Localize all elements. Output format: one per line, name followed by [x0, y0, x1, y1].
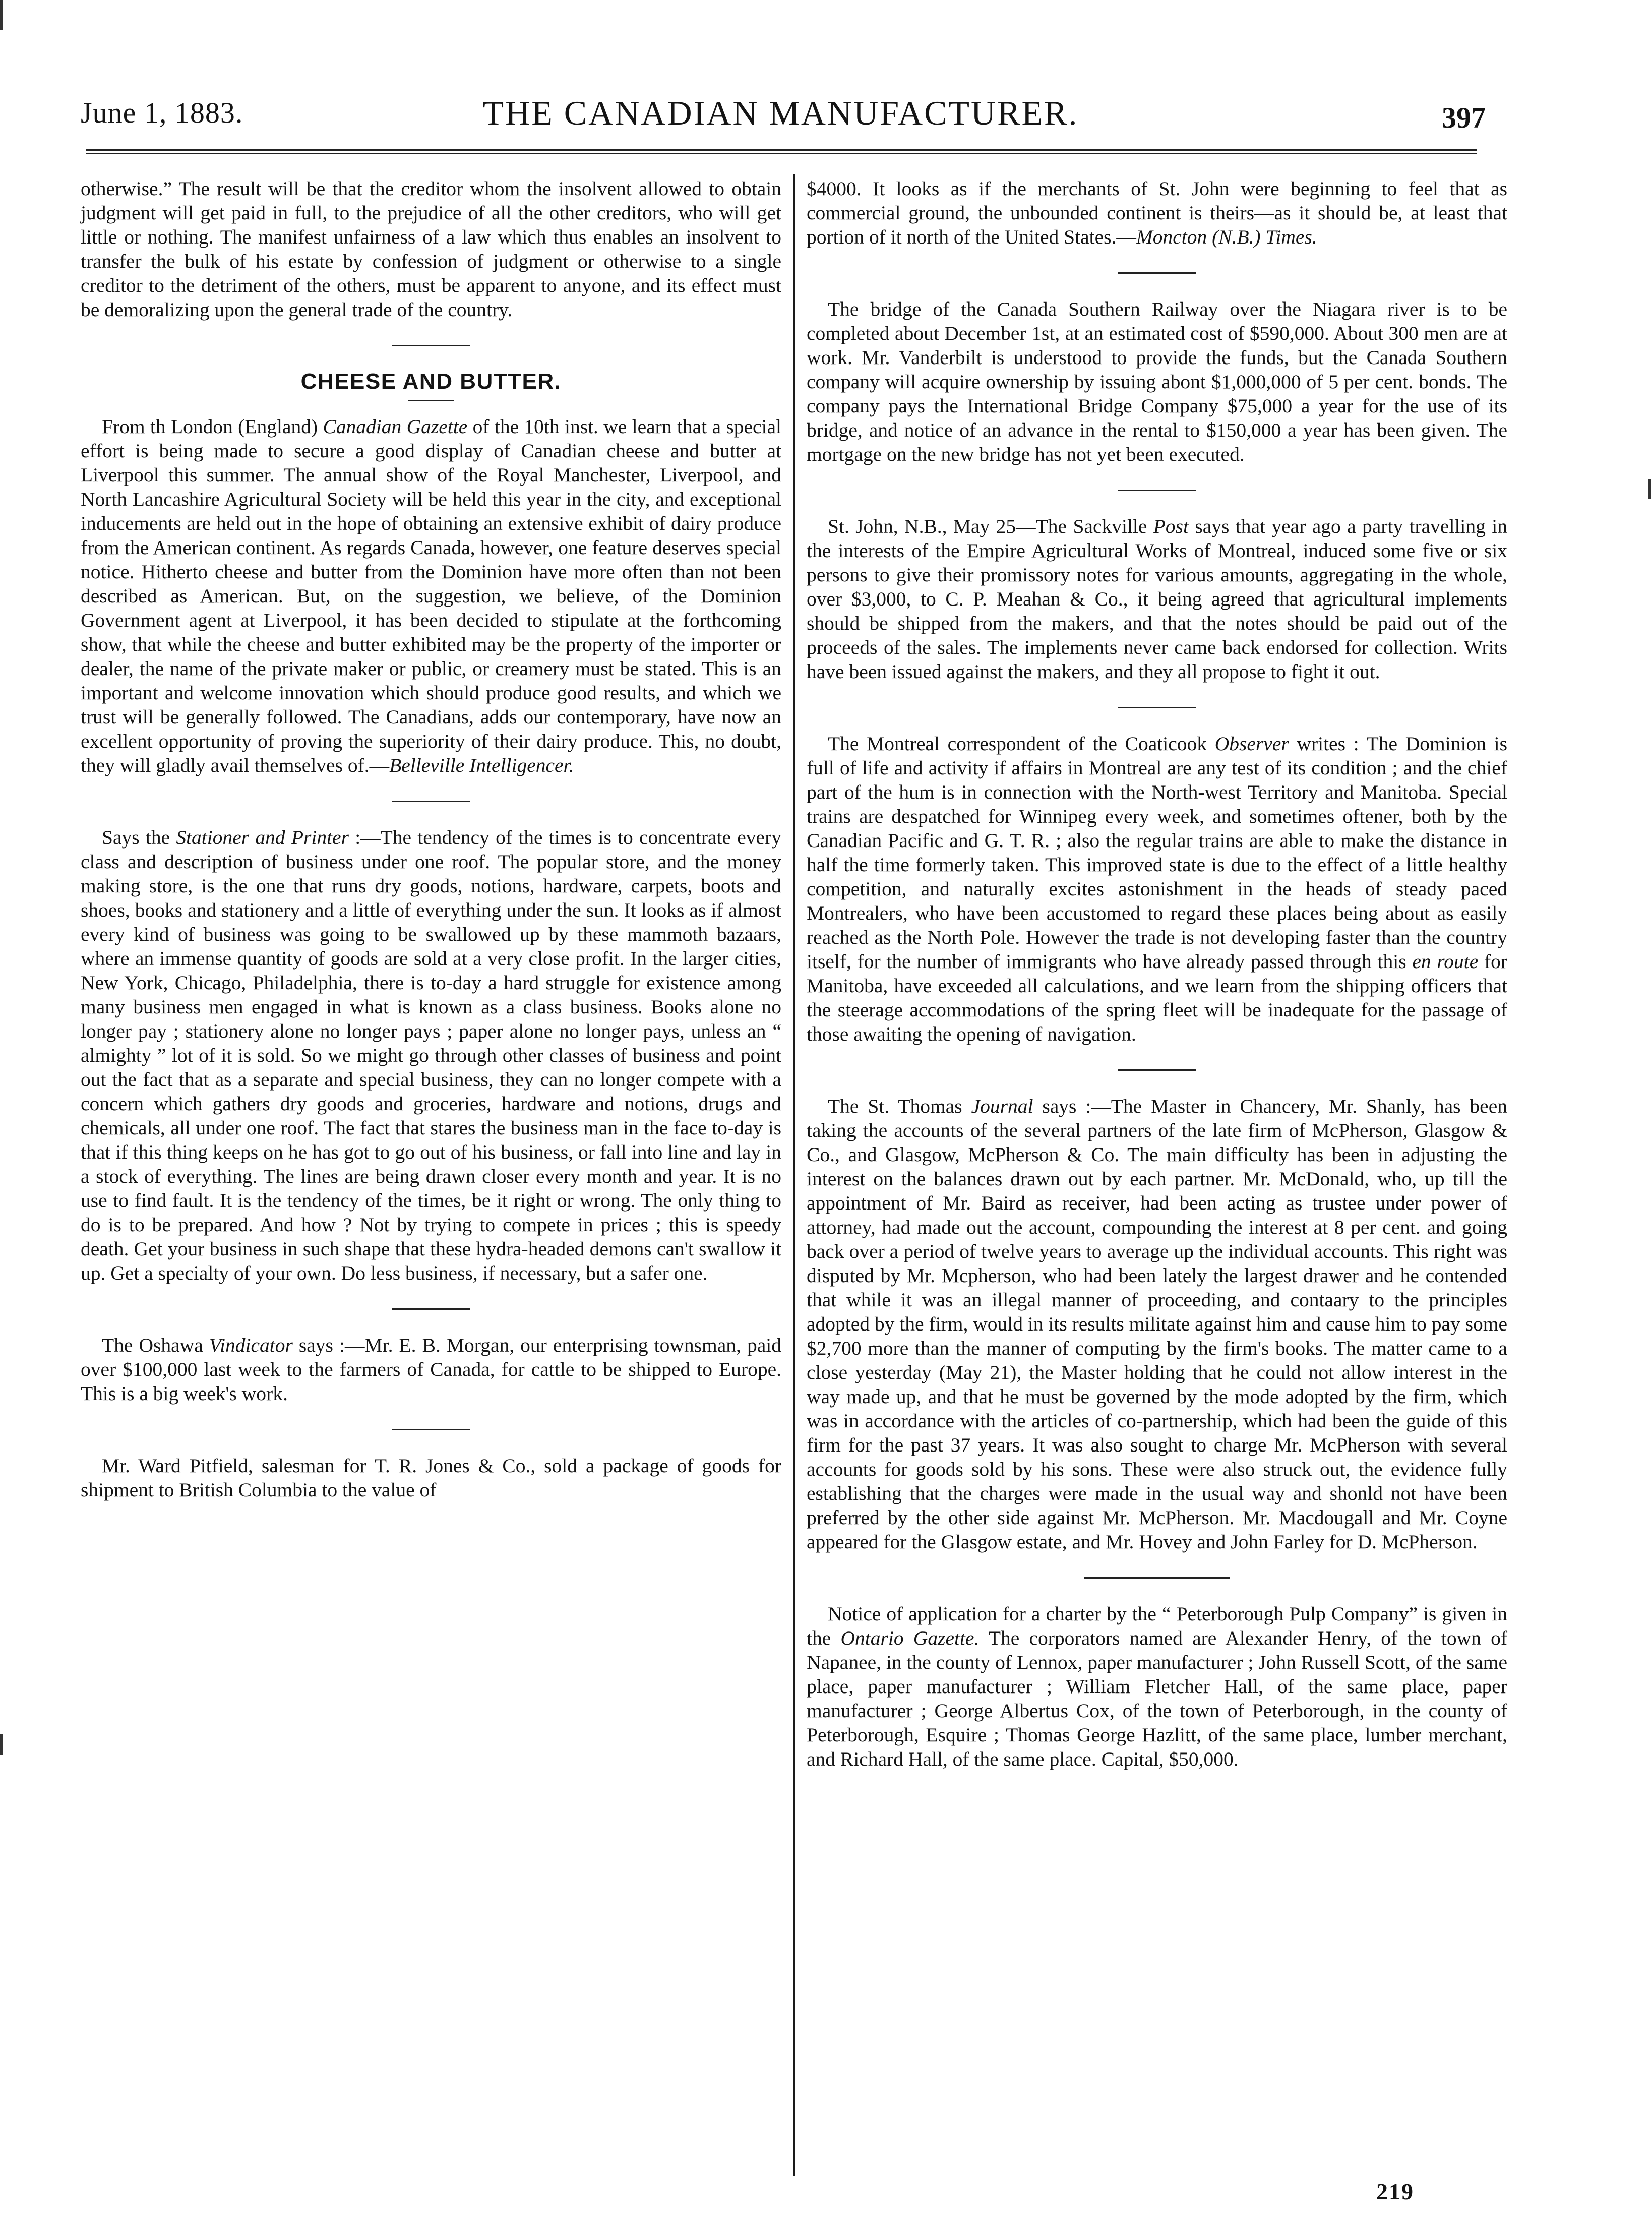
- scan-edge-mark: [1648, 479, 1651, 499]
- separator-rule: [392, 1308, 470, 1310]
- article-moncton-times: $4000. It looks as if the merchants of St. John were beginning to feel that as commercial ground, the unbounded continent is theirs—as it should be, at least that portion of it north of the United States.—Moncton (N.B.) Times.: [807, 177, 1507, 248]
- article-cheese-butter: From th London (England) Canadian Gazette of the 10th inst. we learn that a special effort is being made to secure a good display of Canadian cheese and butter at Liverpool this summer. The annual show of the Royal Manchester, Liverpool, and North Lancashire Agricultural Society will be held this year in the city, and exceptional inducements are held out in the hope of obtaining an extensive exhibit of dairy produce from the American continent. As regards Canada, however, one feature deserves special notice. Hitherto cheese and butter from the Dominion have more often than not been described as American. But, on the suggestion, we believe, of the Dominion Government agent at Liverpool, it has been decided to stipulate at the forthcoming show, that while the cheese and butter exhibited may be the property of the importer or dealer, the name of the private maker or public, or creamery must be stated. This is an important and welcome innovation which should produce good results, and which we trust will be generally followed. The Canadians, adds our contemporary, have now an excellent opportunity of proving the superiority of their dairy produce. This, no doubt, they will gladly avail themselves of.—Belleville Intelligencer.: [81, 415, 781, 776]
- page-number: 397: [1442, 101, 1486, 134]
- article-stationer-printer: Says the Stationer and Printer :—The tendency of the times is to concentrate every class and description of business under one roof. The popular store, and the money making store, is the one that runs dry goods, notions, hardware, carpets, boots and shoes, books and stationery and a little of everything under the sun. It looks as if almost every kind of business was going to be swallowed up by these mammoth bazaars, where an immense quantity of goods are sold at a very close profit. In the larger cities, New York, Chicago, Philadelphia, there is to-day a hard struggle for existence among many business men engaged in what is known as a class business. Books alone no longer pay ; stationery alone no longer pays ; paper alone no longer pays, unless an “ almighty ” lot of it is sold. So we might go through other classes of business and point out the fact that as a separate and special business, they can no longer compete with a concern which gathers dry goods and groceries, hardware and notions, drugs and chemicals, all under one roof. The fact that stares the business man in the face to-day is that if this thing keeps on he has got to go out of his business, or fall into line and lay in a stock of everything. The lines are being drawn closer every month and year. It is no use to find fault. It is the tendency of the times, be it right or wrong. The only thing to do is to be prepared. And how ? Not by trying to compete in prices ; this is speedy death. Get your business in such shape that these hydra-headed demons can't swallow it up. Get a specialty of your own. Do less business, if necessary, but a safer one.: [81, 826, 781, 1284]
- article-oshawa-vindicator: The Oshawa Vindicator says :—Mr. E. B. Morgan, our enterprising townsman, paid over $100,000 last week to the farmers of Canada, for cattle to be shipped to Europe. This is a big week's work.: [81, 1334, 781, 1405]
- article-peterborough-pulp: Notice of application for a charter by the “ Peterborough Pulp Company” is given in the Ontario Gazette. The corporators named are Alexander Henry, of the town of Napanee, in the county of Lennox, paper manufacturer ; John Russell Scott, of the same place, paper manufacturer ; William Fletcher Hall, of the same place, paper manufacturer ; George Albertus Cox, of the town of Peterborough, in the county of Peterborough, Esquire ; Thomas George Hazlitt, of the same place, lumber merchant, and Richard Hall, of the same place. Capital, $50,000.: [807, 1603, 1507, 1770]
- section-heading-cheese-butter: CHEESE AND BUTTER.: [300, 369, 562, 394]
- separator-rule: [1118, 490, 1196, 491]
- issue-date: June 1, 1883.: [81, 96, 243, 129]
- scan-edge-mark: [0, 0, 3, 30]
- scan-edge-mark: [0, 1734, 3, 1755]
- article-canada-southern-bridge: The bridge of the Canada Southern Railway over the Niagara river is to be completed about December 1st, at an estimated cost of $590,000. About 300 men are at work. Mr. Vanderbilt is understood to provide the funds, but the Canada Southern company will acquire ownership by issuing abont $1,000,000 of 5 per cent. bonds. The company pays the International Bridge Company $75,000 a year for the use of its bridge, and notice of an advance in the rental to $150,000 a year has been given. The mortgage on the new bridge has not yet been executed.: [807, 298, 1507, 465]
- separator-rule: [1118, 272, 1196, 274]
- separator-rule: [392, 801, 470, 802]
- header-rule: [86, 149, 1477, 154]
- separator-rule: [392, 345, 470, 346]
- right-column: [807, 176, 1507, 1771]
- article-coaticook-observer: The Montreal correspondent of the Coaticook Observer writes : The Dominion is full of life and activity if affairs in Montreal are any test of its condition ; and the chief part of the hum is in connection with the North-west Territory and Manitoba. Special trains are despatched for Winnipeg every week, and sometimes oftener, both by the Canadian Pacific and G. T. R. ; also the regular trains are able to make the distance in half the time formerly taken. This improved state is due to the effect of a little healthy competition, and naturally excites astonishment in the heads of steady paced Montrealers, who have been accustomed to regard these places being about as easily reached as the North Pole. However the trade is not developing faster than the country itself, for the number of immigrants who have already passed through this en route for Manitoba, have exceeded all calculations, and we learn from the shipping officers that the steerage accommodations of the spring fleet will be inadequate for the passage of those awaiting the opening of navigation.: [807, 733, 1508, 1045]
- article-sackville-post: St. John, N.B., May 25—The Sackville Post says that year ago a party travelling in the interests of the Empire Agricultural Works of Montreal, induced some five or six persons to give their promissory notes for various amounts, aggregating in the whole, over $3,000, to C. P. Meahan & Co., it being agreed that agricultural implements should be shipped from the makers, and that the notes should be paid out of the proceeds of the sales. The implements never came back endorsed for collection. Writs have been issued against the makers, and they all propose to fight it out.: [807, 515, 1507, 683]
- column-divider: [793, 174, 795, 2176]
- heading-underline: [408, 400, 454, 401]
- separator-rule: [1084, 1577, 1230, 1579]
- article-st-thomas-journal: The St. Thomas Journal says :—The Master in Chancery, Mr. Shanly, has been taking the accounts of the several partners of the late firm of McPherson, Glasgow & Co., and Glasgow, McPherson & Co. The main difficulty has been in adjusting the interest on the balances drawn out by each partner. Mr. McDonald, who, up till the appointment of Mr. Baird as receiver, had been acting as trustee under power of attorney, had made out the account, compounding the interest at 8 per cent. and going back over a period of twelve years to average up the individual accounts. This right was disputed by Mr. Mcpherson, who had been lately the largest drawer and he contended that while it was an illegal manner of proceeding, and contaary to the principles adopted by the firm, would in its results militate against him and cause him to pay some $2,700 more than the manner of computing by the firm's books. The matter came to a close yesterday (May 21), the Master holding that he could not allow interest in the way made up, and that he must be governed by the mode adopted by the firm, which was in accordance with the articles of co-partnership, which had been the guide of this firm for the past 37 years. It was also sought to charge Mr. McPherson with several accounts for goods sold by his sons. These were also struck out, the evidence fully establishing that the charges were made in the usual way and shonld not have been preferred by the other side against Mr. McPherson. Mr. Macdougall and Mr. Coyne appeared for the Glasgow estate, and Mr. Hovey and John Farley for D. McPherson.: [807, 1095, 1507, 1553]
- separator-rule: [392, 1429, 470, 1430]
- separator-rule: [1118, 1069, 1196, 1071]
- folio-number: 219: [1376, 2179, 1414, 2204]
- publication-title: THE CANADIAN MANUFACTURER.: [482, 94, 1079, 132]
- left-column: [81, 176, 781, 1502]
- separator-rule: [1118, 707, 1196, 708]
- page-header: [76, 76, 1486, 136]
- article-ward-pitfield: Mr. Ward Pitfield, salesman for T. R. Jones & Co., sold a package of goods for shipment to British Columbia to the value of: [81, 1455, 781, 1501]
- article-insolvency-end: otherwise.” The result will be that the creditor whom the insolvent allowed to obtain judgment will get paid in full, to the prejudice of all the other creditors, who will get little or nothing. The manifest unfairness of a law which thus enables an insolvent to transfer the bulk of his estate by confession of judgment or otherwise to a single creditor to the detriment of the others, must be apparent to anyone, and its effect must be demoralizing upon the general trade of the country.: [81, 177, 781, 321]
